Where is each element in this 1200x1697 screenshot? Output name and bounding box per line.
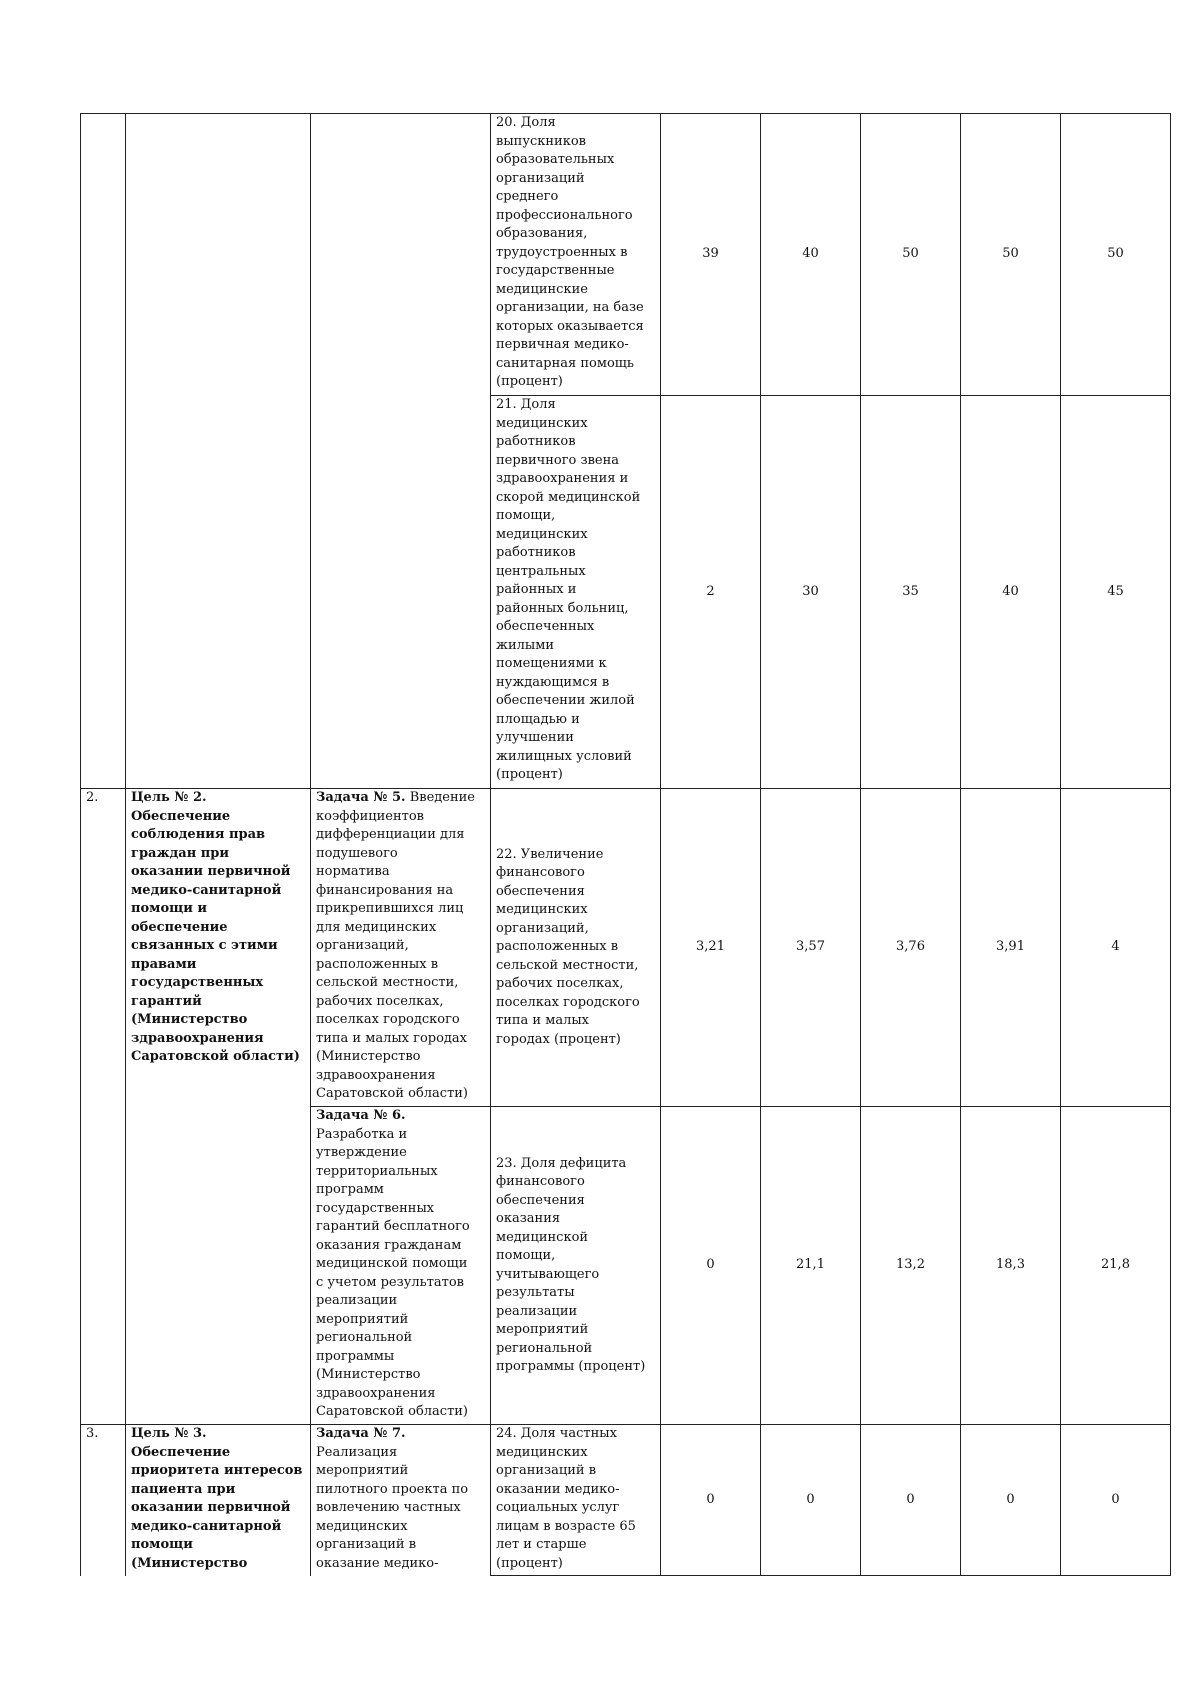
value-cell: 0 [861, 1425, 961, 1576]
goal-cell: Цель № 2. Обеспечение соблюдения прав граждан при оказании первичной медико-санитарной помощи и обеспечение связанных с этими правами государственных гарантий (Министерство здравоохранения Саратовской области) [126, 789, 311, 1425]
task-cell [311, 1107, 491, 1425]
value-cell: 3,57 [761, 789, 861, 1107]
table-row [81, 789, 1171, 1107]
value-cell: 0 [661, 1107, 761, 1425]
value-cell: 18,3 [961, 1107, 1061, 1425]
goal-cell [126, 114, 311, 789]
value-cell: 0 [661, 1425, 761, 1576]
value-cell: 39 [661, 114, 761, 396]
indicator-cell: 20. Доля выпускников образовательных организаций среднего профессионального образования, трудоустроенных в государственные медицинские организации, на базе которых оказывается первичная медико- санитарная помощь (процент) [491, 114, 661, 396]
task-cell [311, 1425, 491, 1576]
value-cell: 3,76 [861, 789, 961, 1107]
value-cell: 40 [961, 396, 1061, 789]
value-cell: 3,91 [961, 789, 1061, 1107]
task-text: Введение коэффициентов дифференциации для подушевого норматива финансирования на прикрепившихся лиц для медицинских организаций, расположенных в сельской местности, рабочих поселках, поселках городского типа и малых городах (Министерство здравоохранения Саратовской области) [316, 790, 475, 1101]
row-number-cell: 3. [81, 1425, 126, 1576]
row-number-cell [81, 114, 126, 789]
value-cell: 21,8 [1061, 1107, 1171, 1425]
value-cell: 0 [1061, 1425, 1171, 1576]
value-cell: 21,1 [761, 1107, 861, 1425]
value-cell: 50 [861, 114, 961, 396]
value-cell: 45 [1061, 396, 1171, 789]
value-cell: 3,21 [661, 789, 761, 1107]
task-cell [311, 114, 491, 789]
task-label: Задача № 5. [316, 790, 406, 805]
value-cell: 13,2 [861, 1107, 961, 1425]
value-cell: 30 [761, 396, 861, 789]
task-text: Реализация мероприятий пилотного проекта по вовлечению частных медицинских организаций в оказание медико- [316, 1444, 469, 1571]
value-cell: 35 [861, 396, 961, 789]
value-cell: 50 [961, 114, 1061, 396]
value-cell: 50 [1061, 114, 1171, 396]
indicator-cell: 22. Увеличение финансового обеспечения медицинских организаций, расположенных в сельской местности, рабочих поселках, поселках городского типа и малых городах (процент) [491, 789, 661, 1107]
value-cell: 0 [961, 1425, 1061, 1576]
indicator-cell: 24. Доля частных медицинских организаций в оказании медико- социальных услуг лицам в возрасте 65 лет и старше (процент) [491, 1425, 661, 1576]
table-row [81, 1425, 1171, 1576]
goal-cell: Цель № 3. Обеспечение приоритета интересов пациента при оказании первичной медико-санитарной помощи (Министерство [126, 1425, 311, 1576]
table-row [81, 114, 1171, 396]
indicator-cell: 23. Доля дефицита финансового обеспечения оказания медицинской помощи, учитывающего результаты реализации мероприятий региональной программы (процент) [491, 1107, 661, 1425]
indicator-cell: 21. Доля медицинских работников первичного звена здравоохранения и скорой медицинской помощи, медицинских работников центральных районных и районных больниц, обеспеченных жилыми помещениями к нуждающимся в обеспечении жилой площадью и улучшении жилищных условий (процент) [491, 396, 661, 789]
value-cell: 40 [761, 114, 861, 396]
indicators-table [80, 113, 1171, 1576]
task-text: Разработка и утверждение территориальных программ государственных гарантий бесплатного оказания гражданам медицинской помощи с учетом результатов реализации мероприятий региональной программы (Министерство здравоохранения Саратовской области) [316, 1126, 470, 1419]
task-cell [311, 789, 491, 1107]
value-cell: 4 [1061, 789, 1171, 1107]
row-number-cell: 2. [81, 789, 126, 1425]
task-label: Задача № 7. [316, 1426, 406, 1441]
value-cell: 2 [661, 396, 761, 789]
value-cell: 0 [761, 1425, 861, 1576]
task-label: Задача № 6. [316, 1108, 406, 1123]
